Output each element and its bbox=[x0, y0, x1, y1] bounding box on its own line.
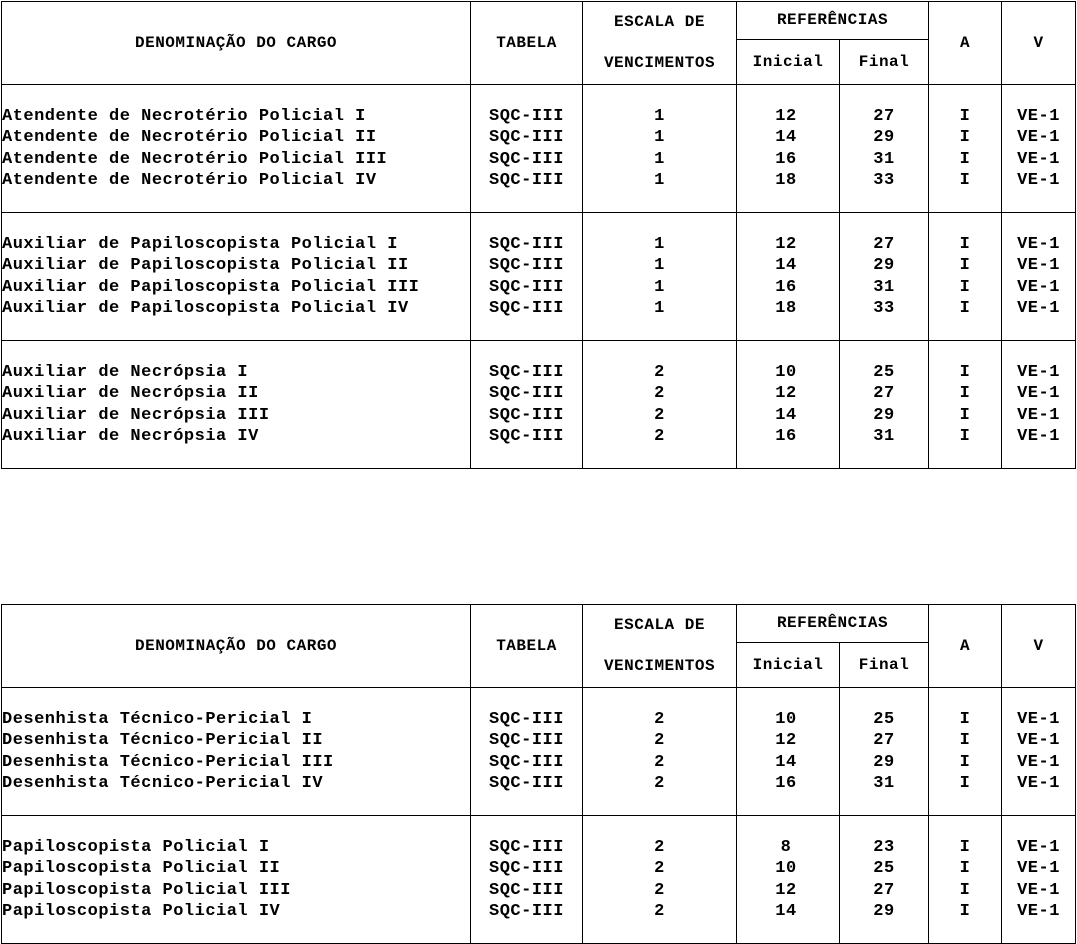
cargo-cell bbox=[2, 341, 471, 469]
tabela-value: SQC-III bbox=[489, 170, 564, 190]
tabela-cell bbox=[471, 85, 583, 213]
cargo-value: Auxiliar de Papiloscopista Policial IV bbox=[2, 298, 409, 318]
inicial-value: 16 bbox=[775, 277, 797, 297]
a-value: I bbox=[959, 235, 971, 255]
inicial-value: 12 bbox=[775, 731, 797, 751]
final-value: 31 bbox=[873, 773, 895, 793]
final-cell bbox=[840, 341, 929, 469]
cargo-value: Auxiliar de Necrópsia III bbox=[2, 405, 270, 425]
cargo-value: Auxiliar de Papiloscopista Policial I bbox=[2, 235, 398, 255]
v-cell bbox=[1002, 816, 1076, 944]
v-cell bbox=[1002, 85, 1076, 213]
v-value: VE-1 bbox=[1017, 384, 1060, 404]
final-value: 31 bbox=[873, 149, 895, 169]
final-value: 25 bbox=[873, 363, 895, 383]
cargo-cell bbox=[2, 816, 471, 944]
v-cell bbox=[1002, 213, 1076, 341]
cargo-value: Desenhista Técnico-Pericial II bbox=[2, 731, 324, 751]
table-row-group bbox=[2, 85, 1076, 213]
header-tabela: TABELA bbox=[471, 605, 583, 688]
final-value: 27 bbox=[873, 880, 895, 900]
v-value: VE-1 bbox=[1017, 426, 1060, 446]
inicial-value: 10 bbox=[775, 710, 797, 730]
header-cargo: DENOMINAÇÃO DO CARGO bbox=[2, 2, 471, 85]
final-value: 29 bbox=[873, 405, 895, 425]
v-value: VE-1 bbox=[1017, 859, 1060, 879]
header-v: V bbox=[1002, 605, 1076, 688]
v-value: VE-1 bbox=[1017, 170, 1060, 190]
tabela-value: SQC-III bbox=[489, 235, 564, 255]
a-value: I bbox=[959, 901, 971, 921]
final-value: 27 bbox=[873, 235, 895, 255]
final-value: 29 bbox=[873, 256, 895, 276]
header-escala: ESCALA DE VENCIMENTOS bbox=[583, 2, 737, 85]
final-cell bbox=[840, 688, 929, 816]
header-referencias: REFERÊNCIAS bbox=[737, 2, 929, 40]
header-a: A bbox=[929, 605, 1002, 688]
cargo-value: Papiloscopista Policial IV bbox=[2, 901, 281, 921]
final-value: 33 bbox=[873, 170, 895, 190]
inicial-value: 14 bbox=[775, 405, 797, 425]
inicial-value: 14 bbox=[775, 256, 797, 276]
cargo-value: Auxiliar de Papiloscopista Policial II bbox=[2, 256, 409, 276]
v-value: VE-1 bbox=[1017, 901, 1060, 921]
cargo-cell bbox=[2, 85, 471, 213]
a-cell bbox=[929, 688, 1002, 816]
a-value: I bbox=[959, 363, 971, 383]
header-final: Final bbox=[840, 39, 929, 84]
final-cell bbox=[840, 816, 929, 944]
inicial-cell bbox=[737, 213, 840, 341]
tabela-cell bbox=[471, 341, 583, 469]
cargo-cell bbox=[2, 688, 471, 816]
cargo-value: Atendente de Necrotério Policial II bbox=[2, 128, 377, 148]
cargo-value: Desenhista Técnico-Pericial IV bbox=[2, 773, 324, 793]
escala-value: 1 bbox=[654, 149, 665, 169]
inicial-value: 16 bbox=[775, 149, 797, 169]
tabela-value: SQC-III bbox=[489, 838, 564, 858]
a-value: I bbox=[959, 405, 971, 425]
inicial-value: 18 bbox=[775, 170, 797, 190]
final-value: 23 bbox=[873, 838, 895, 858]
escala-cell bbox=[583, 85, 737, 213]
final-value: 33 bbox=[873, 298, 895, 318]
tabela-value: SQC-III bbox=[489, 773, 564, 793]
v-value: VE-1 bbox=[1017, 752, 1060, 772]
final-value: 25 bbox=[873, 710, 895, 730]
cargo-value: Auxiliar de Necrópsia II bbox=[2, 384, 259, 404]
final-cell bbox=[840, 213, 929, 341]
final-value: 27 bbox=[873, 107, 895, 127]
table-body bbox=[2, 688, 1076, 944]
inicial-value: 18 bbox=[775, 298, 797, 318]
a-value: I bbox=[959, 149, 971, 169]
final-cell bbox=[840, 85, 929, 213]
v-value: VE-1 bbox=[1017, 235, 1060, 255]
tabela-value: SQC-III bbox=[489, 752, 564, 772]
inicial-value: 12 bbox=[775, 107, 797, 127]
escala-value: 1 bbox=[654, 277, 665, 297]
escala-value: 2 bbox=[654, 710, 665, 730]
cargo-table-1 bbox=[1, 1, 1076, 469]
escala-value: 1 bbox=[654, 256, 665, 276]
v-value: VE-1 bbox=[1017, 277, 1060, 297]
cargo-value: Atendente de Necrotério Policial IV bbox=[2, 170, 377, 190]
cargo-value: Papiloscopista Policial III bbox=[2, 880, 291, 900]
a-value: I bbox=[959, 752, 971, 772]
inicial-value: 12 bbox=[775, 880, 797, 900]
escala-cell bbox=[583, 688, 737, 816]
final-value: 29 bbox=[873, 752, 895, 772]
final-value: 27 bbox=[873, 731, 895, 751]
header-inicial: Inicial bbox=[737, 39, 840, 84]
inicial-cell bbox=[737, 816, 840, 944]
inicial-value: 14 bbox=[775, 901, 797, 921]
tabela-value: SQC-III bbox=[489, 384, 564, 404]
v-value: VE-1 bbox=[1017, 838, 1060, 858]
header-a: A bbox=[929, 2, 1002, 85]
a-cell bbox=[929, 816, 1002, 944]
tabela-value: SQC-III bbox=[489, 277, 564, 297]
a-value: I bbox=[959, 298, 971, 318]
table-row-group bbox=[2, 688, 1076, 816]
a-value: I bbox=[959, 710, 971, 730]
a-value: I bbox=[959, 426, 971, 446]
v-value: VE-1 bbox=[1017, 710, 1060, 730]
cargo-value: Desenhista Técnico-Pericial III bbox=[2, 752, 334, 772]
v-value: VE-1 bbox=[1017, 773, 1060, 793]
tabela-value: SQC-III bbox=[489, 731, 564, 751]
escala-value: 1 bbox=[654, 128, 665, 148]
escala-value: 1 bbox=[654, 298, 665, 318]
inicial-value: 10 bbox=[775, 363, 797, 383]
v-cell bbox=[1002, 341, 1076, 469]
escala-value: 2 bbox=[654, 859, 665, 879]
final-value: 25 bbox=[873, 859, 895, 879]
tabela-value: SQC-III bbox=[489, 128, 564, 148]
a-value: I bbox=[959, 277, 971, 297]
tabela-value: SQC-III bbox=[489, 256, 564, 276]
tabela-value: SQC-III bbox=[489, 298, 564, 318]
tabela-value: SQC-III bbox=[489, 107, 564, 127]
inicial-value: 16 bbox=[775, 773, 797, 793]
tabela-value: SQC-III bbox=[489, 710, 564, 730]
escala-value: 2 bbox=[654, 384, 665, 404]
v-value: VE-1 bbox=[1017, 298, 1060, 318]
escala-value: 2 bbox=[654, 731, 665, 751]
tabela-cell bbox=[471, 688, 583, 816]
cargo-value: Auxiliar de Necrópsia I bbox=[2, 363, 249, 383]
escala-value: 2 bbox=[654, 838, 665, 858]
inicial-value: 16 bbox=[775, 426, 797, 446]
a-cell bbox=[929, 213, 1002, 341]
cargo-cell bbox=[2, 213, 471, 341]
escala-value: 1 bbox=[654, 107, 665, 127]
final-value: 29 bbox=[873, 128, 895, 148]
a-value: I bbox=[959, 773, 971, 793]
escala-cell bbox=[583, 341, 737, 469]
v-value: VE-1 bbox=[1017, 731, 1060, 751]
escala-cell bbox=[583, 213, 737, 341]
header-tabela: TABELA bbox=[471, 2, 583, 85]
a-value: I bbox=[959, 731, 971, 751]
v-value: VE-1 bbox=[1017, 880, 1060, 900]
tabela-value: SQC-III bbox=[489, 363, 564, 383]
table-row-group bbox=[2, 213, 1076, 341]
a-value: I bbox=[959, 170, 971, 190]
v-value: VE-1 bbox=[1017, 128, 1060, 148]
inicial-value: 10 bbox=[775, 859, 797, 879]
cargo-value: Papiloscopista Policial II bbox=[2, 859, 281, 879]
cargo-value: Desenhista Técnico-Pericial I bbox=[2, 710, 313, 730]
inicial-cell bbox=[737, 341, 840, 469]
final-value: 31 bbox=[873, 277, 895, 297]
cargo-table-2 bbox=[1, 604, 1076, 944]
final-value: 31 bbox=[873, 426, 895, 446]
tabela-value: SQC-III bbox=[489, 859, 564, 879]
tabela-value: SQC-III bbox=[489, 405, 564, 425]
final-value: 27 bbox=[873, 384, 895, 404]
escala-value: 2 bbox=[654, 901, 665, 921]
cargo-value: Auxiliar de Papiloscopista Policial III bbox=[2, 277, 420, 297]
table-row-group bbox=[2, 816, 1076, 944]
escala-value: 2 bbox=[654, 363, 665, 383]
v-value: VE-1 bbox=[1017, 149, 1060, 169]
escala-value: 2 bbox=[654, 405, 665, 425]
a-value: I bbox=[959, 128, 971, 148]
cargo-value: Papiloscopista Policial I bbox=[2, 838, 270, 858]
escala-value: 2 bbox=[654, 752, 665, 772]
escala-value: 2 bbox=[654, 773, 665, 793]
header-referencias: REFERÊNCIAS bbox=[737, 605, 929, 643]
a-value: I bbox=[959, 859, 971, 879]
tabela-value: SQC-III bbox=[489, 901, 564, 921]
a-value: I bbox=[959, 838, 971, 858]
a-value: I bbox=[959, 256, 971, 276]
inicial-value: 14 bbox=[775, 752, 797, 772]
v-value: VE-1 bbox=[1017, 405, 1060, 425]
tabela-cell bbox=[471, 816, 583, 944]
header-v: V bbox=[1002, 2, 1076, 85]
table-body bbox=[2, 85, 1076, 469]
inicial-value: 14 bbox=[775, 128, 797, 148]
escala-value: 2 bbox=[654, 426, 665, 446]
cargo-value: Auxiliar de Necrópsia IV bbox=[2, 426, 259, 446]
tabela-value: SQC-III bbox=[489, 880, 564, 900]
tabela-value: SQC-III bbox=[489, 149, 564, 169]
inicial-value: 12 bbox=[775, 235, 797, 255]
header-escala: ESCALA DE VENCIMENTOS bbox=[583, 605, 737, 688]
a-value: I bbox=[959, 384, 971, 404]
tabela-value: SQC-III bbox=[489, 426, 564, 446]
header-inicial: Inicial bbox=[737, 642, 840, 687]
table-row-group bbox=[2, 341, 1076, 469]
cargo-value: Atendente de Necrotério Policial III bbox=[2, 149, 388, 169]
final-value: 29 bbox=[873, 901, 895, 921]
inicial-cell bbox=[737, 688, 840, 816]
escala-value: 2 bbox=[654, 880, 665, 900]
inicial-cell bbox=[737, 85, 840, 213]
escala-value: 1 bbox=[654, 235, 665, 255]
a-value: I bbox=[959, 107, 971, 127]
escala-cell bbox=[583, 816, 737, 944]
a-cell bbox=[929, 341, 1002, 469]
header-cargo: DENOMINAÇÃO DO CARGO bbox=[2, 605, 471, 688]
cargo-value: Atendente de Necrotério Policial I bbox=[2, 107, 366, 127]
tabela-cell bbox=[471, 213, 583, 341]
header-final: Final bbox=[840, 642, 929, 687]
a-value: I bbox=[959, 880, 971, 900]
a-cell bbox=[929, 85, 1002, 213]
v-cell bbox=[1002, 688, 1076, 816]
v-value: VE-1 bbox=[1017, 256, 1060, 276]
escala-value: 1 bbox=[654, 170, 665, 190]
v-value: VE-1 bbox=[1017, 107, 1060, 127]
inicial-value: 8 bbox=[780, 838, 792, 858]
inicial-value: 12 bbox=[775, 384, 797, 404]
v-value: VE-1 bbox=[1017, 363, 1060, 383]
